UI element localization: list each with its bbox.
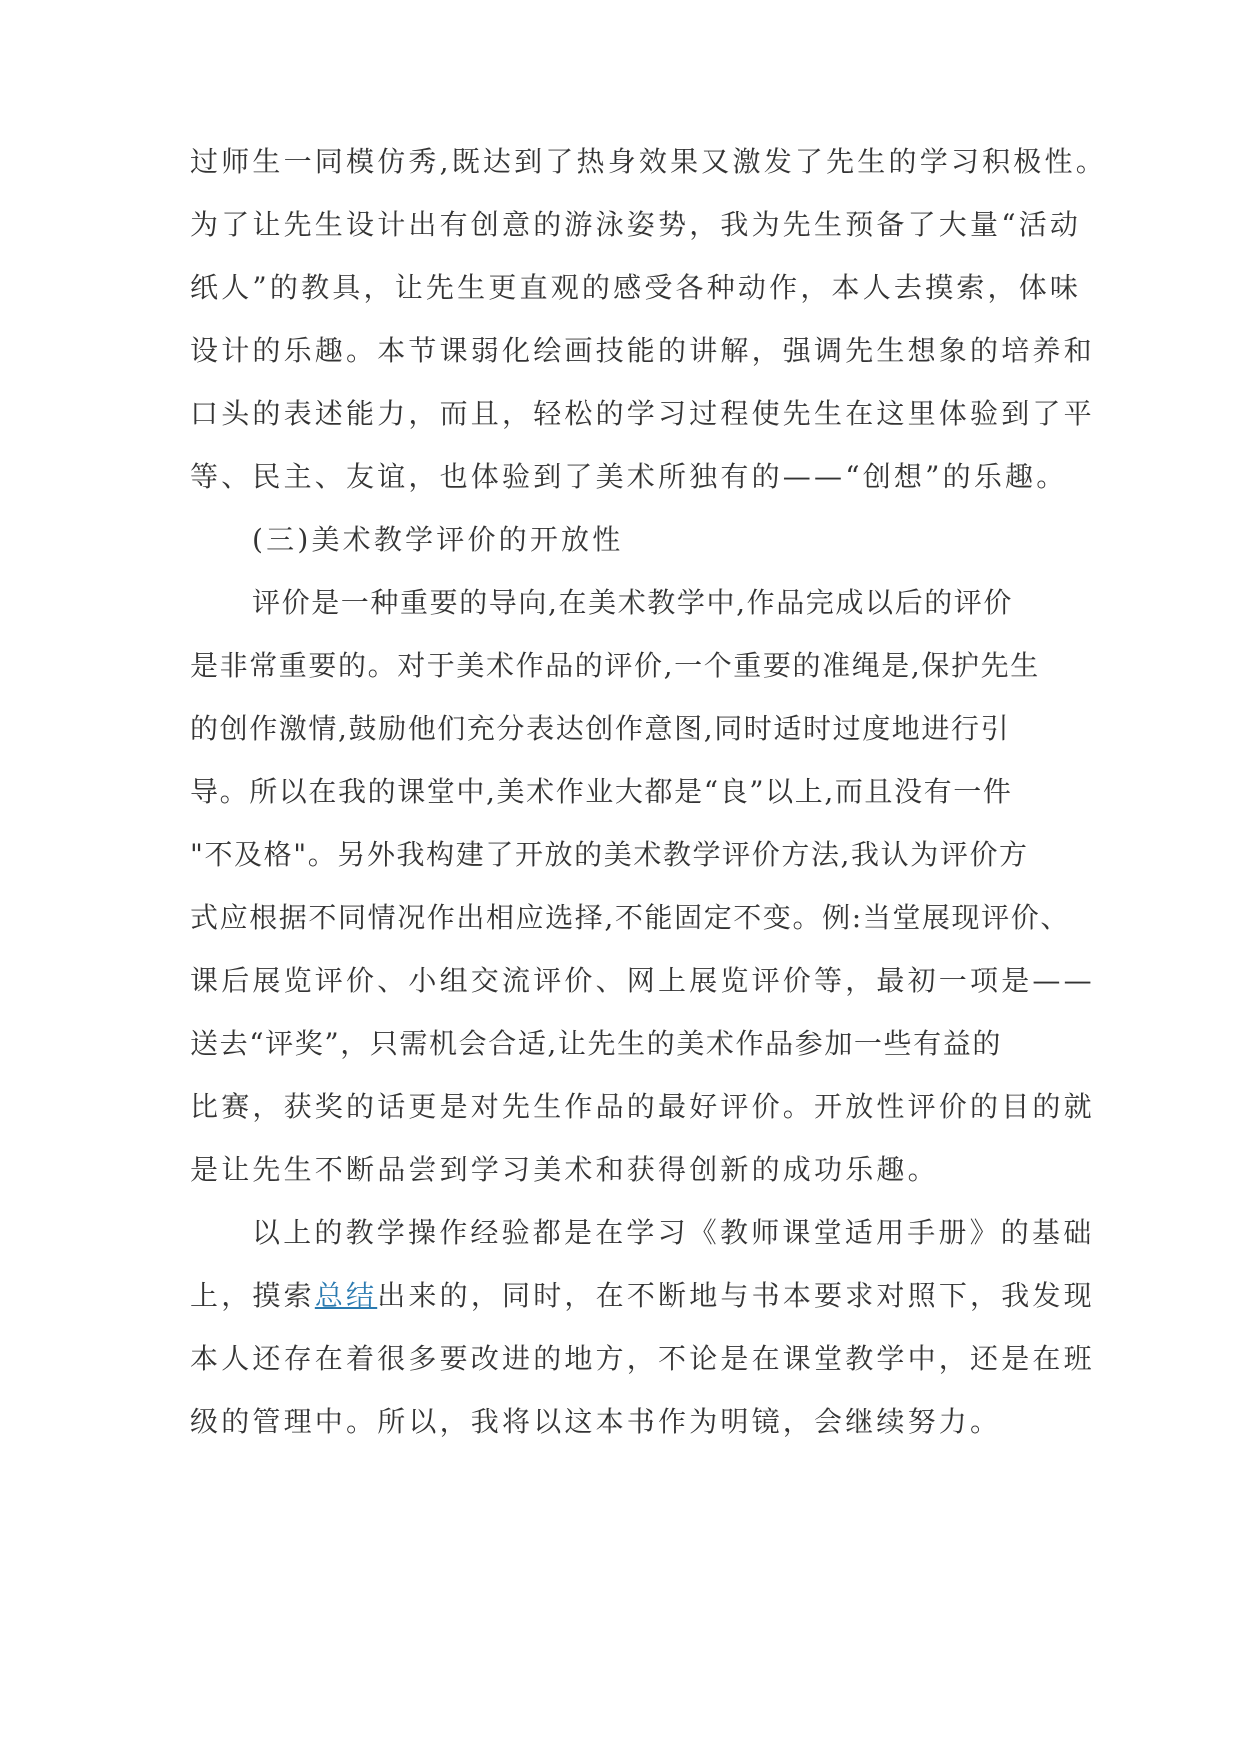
paragraph-line: "不及格"。另外我构建了开放的美术教学评价方法,我认为评价方 xyxy=(190,838,1029,871)
paragraph-line: 导。所以在我的课堂中,美术作业大都是“良”以上,而且没有一件 xyxy=(190,775,1013,808)
paragraph-line: 为了让先生设计出有创意的游泳姿势，我为先生预备了大量“活动 xyxy=(190,208,1082,241)
link-line-before: 上，摸索 xyxy=(190,1279,315,1312)
paragraph-line: 设计的乐趣。本节课弱化绘画技能的讲解，强调先生想象的培养和 xyxy=(190,334,1095,367)
summary-link[interactable]: 总结 xyxy=(314,1279,378,1312)
paragraph-line: 送去“评奖”，只需机会合适,让先生的美术作品参加一些有益的 xyxy=(190,1027,1002,1060)
paragraph-line: 口头的表述能力，而且，轻松的学习过程使先生在这里体验到了平 xyxy=(190,397,1095,430)
paragraph-line: 式应根据不同情况作出相应选择,不能固定不变。例:当堂展现评价、 xyxy=(190,901,1070,934)
paragraph-line: 等、民主、友谊，也体验到了美术所独有的——“创想”的乐趣。 xyxy=(190,460,1068,493)
paragraph-line-with-link xyxy=(190,1276,1095,1316)
paragraph-line: 是让先生不断品尝到学习美术和获得创新的成功乐趣。 xyxy=(190,1153,939,1186)
paragraph-line: 以上的教学操作经验都是在学习《教师课堂适用手册》的基础 xyxy=(252,1216,1095,1249)
paragraph-line: 的创作激情,鼓励他们充分表达创作意图,同时适时过度地进行引 xyxy=(190,712,1011,745)
paragraph-line: 课后展览评价、小组交流评价、网上展览评价等，最初一项是—— xyxy=(190,964,1095,997)
paragraph-line: 纸人”的教具，让先生更直观的感受各种动作，本人去摸索，体味 xyxy=(190,271,1082,304)
paragraph-line: 比赛，获奖的话更是对先生作品的最好评价。开放性评价的目的就 xyxy=(190,1090,1095,1123)
paragraph-line: 过师生一同模仿秀,既达到了热身效果又激发了先生的学习积极性。 xyxy=(190,145,1107,178)
section-heading: (三)美术教学评价的开放性 xyxy=(252,523,624,556)
link-line-after: 出来的，同时，在不断地与书本要求对照下，我发现 xyxy=(377,1279,1095,1312)
paragraph-line: 评价是一种重要的导向,在美术教学中,作品完成以后的评价 xyxy=(252,586,1014,619)
paragraph-line: 级的管理中。所以，我将以这本书作为明镜，会继续努力。 xyxy=(190,1405,1002,1438)
paragraph-line: 是非常重要的。对于美术作品的评价,一个重要的准绳是,保护先生 xyxy=(190,649,1040,682)
paragraph-line: 本人还存在着很多要改进的地方，不论是在课堂教学中，还是在班 xyxy=(190,1342,1095,1375)
